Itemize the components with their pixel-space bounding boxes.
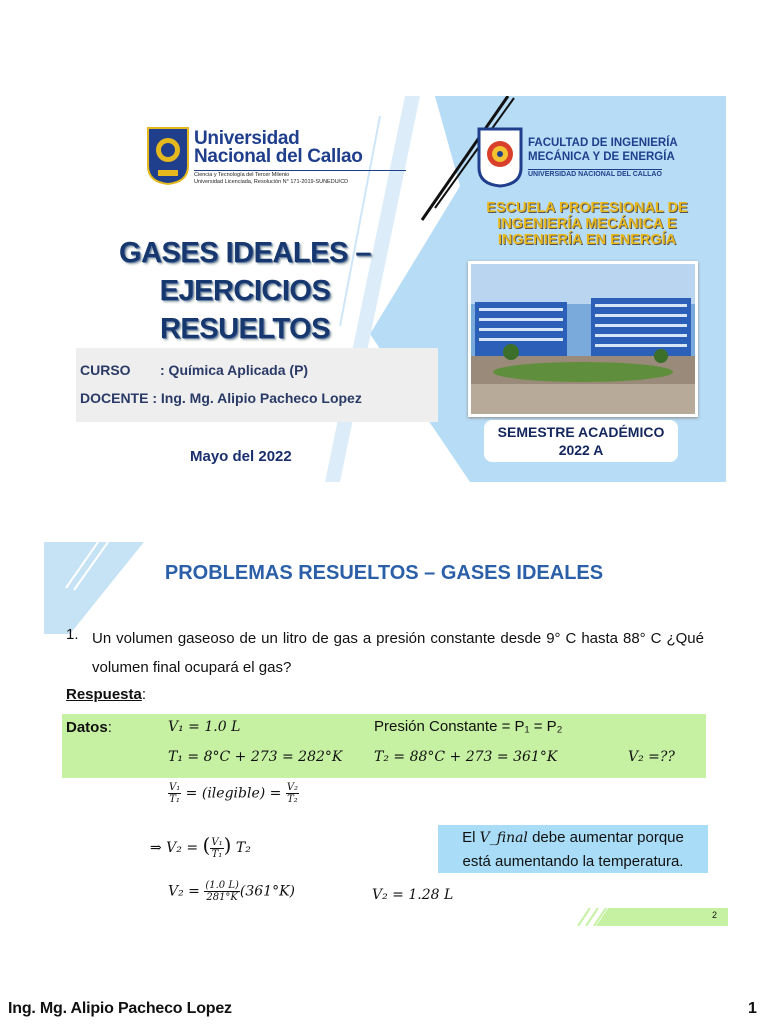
question-number: 1. [66, 626, 79, 643]
cover-date: Mayo del 2022 [190, 448, 292, 465]
v2-unknown: V₂ =?? [628, 749, 675, 765]
campus-photo [468, 261, 698, 417]
cover-slide [40, 96, 726, 482]
faculty-subtitle: UNIVERSIDAD NACIONAL DEL CALLAO [528, 171, 662, 178]
data-label: Datos: [66, 719, 112, 736]
university-subtitle: Ciencia y Tecnología del Tercer Milenio Universidad Licenciada, Resolución N° 171-2019-SUNEDU/CD [194, 170, 406, 185]
v1-value: V₁ = 1.0 L [168, 719, 241, 735]
footer-page-number: 1 [748, 1000, 757, 1017]
footer-author: Ing. Mg. Alipio Pacheco Lopez [8, 1000, 232, 1017]
note-box: El V_final debe aumentar porque está aumentando la temperatura. [438, 825, 708, 873]
t2-value: T₂ = 88°C + 273 = 361°K [374, 749, 558, 765]
semester-badge: SEMESTRE ACADÉMICO 2022 A [484, 420, 678, 462]
course-row: CURSO : Química Aplicada (P) [80, 362, 309, 378]
result-value: V₂ = 1.28 L [372, 887, 454, 903]
pressure-constant: Presión Constante = P₁ = P₂ [374, 718, 563, 735]
faculty-logo-icon [476, 126, 524, 188]
equation-3: V₂ = $\frac{(1.0 L)}{281^\circ K}$ (361°K) [168, 880, 295, 903]
cover-title: GASES IDEALES – EJERCICIOS RESUELTOS [119, 237, 371, 345]
equation-2: ⇒ V₂ = ( $\frac{\text{V₁}}{\text{T₁}}$ ) T₂ [150, 833, 251, 860]
teacher-row: DOCENTE : Ing. Mg. Alipio Pacheco Lopez [80, 390, 362, 406]
t1-value: T₁ = 8°C + 273 = 282°K [168, 749, 343, 765]
equation-1: $\frac{\text{V₁}}{\text{T₁}}$ = (ilegible) = $\frac{\text{V₂}}{\text{T₂}}$ [169, 782, 299, 805]
faculty-name: FACULTAD DE INGENIERÍA MECÁNICA Y DE ENERGÍA [528, 137, 678, 163]
answer-label: Respuesta: [66, 686, 147, 703]
question-text: Un volumen gaseoso de un litro de gas a presión constante desde 9° C hasta 88° C ¿Qué volumen final ocupará el gas? [92, 630, 704, 676]
university-name: Universidad Nacional del Callao [194, 128, 363, 167]
course-info-box [76, 348, 438, 422]
section-title: PROBLEMAS RESUELTOS – GASES IDEALES [164, 562, 604, 584]
school-name: ESCUELA PROFESIONAL DE INGENIERÍA MECÁNICA E INGENIERÍA EN ENERGÍA [486, 200, 688, 248]
slide-page-number: 2 [712, 910, 718, 920]
decorative-corner-bottom [568, 908, 728, 926]
decorative-corner-top [44, 542, 144, 634]
university-logo-icon [146, 126, 190, 186]
